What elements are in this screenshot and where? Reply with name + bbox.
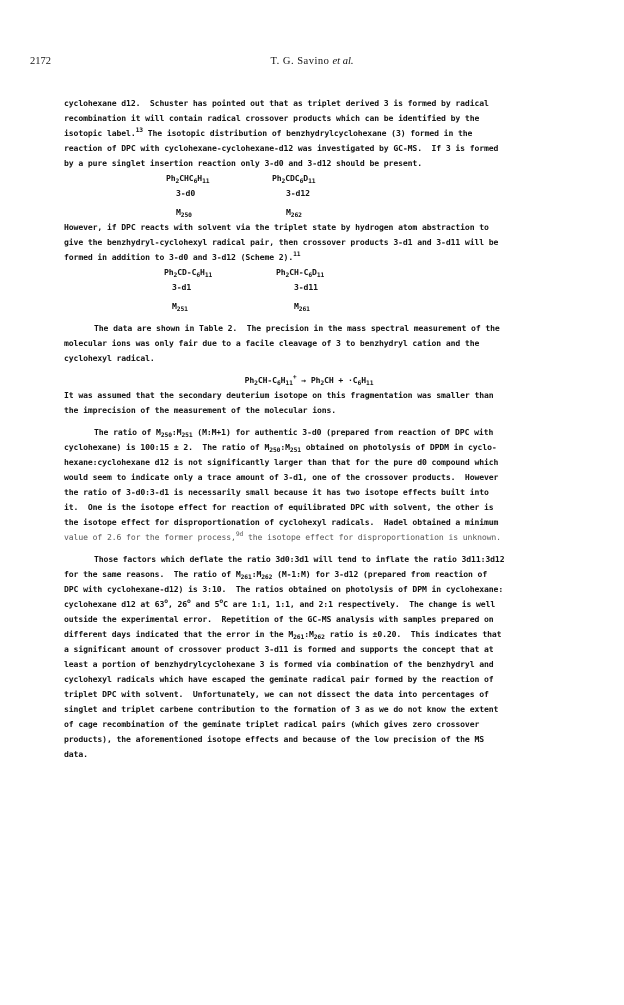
- text-line: outside the experimental error. Repetition of the GC-MS analysis with samples prepared on: [64, 614, 494, 624]
- reference-13: 13: [135, 127, 143, 134]
- formula-3-d0: $Ph_2CHC_6H_{11}$: [166, 173, 210, 185]
- running-head-et-al: et al.: [332, 56, 354, 67]
- text-line: cyclohexane d12. Schuster has pointed out that as triplet derived 3 is formed by radical: [64, 98, 489, 108]
- text-line: a significant amount of crossover product 3-d11 is formed and supports the concept that at: [64, 644, 494, 654]
- page-number: 2172: [30, 56, 51, 67]
- reference-9d: 9d: [235, 531, 244, 538]
- text-line: different days indicated that the error in the $M_{261}:M_{262}$ ratio is ±0.20. This indicates that: [64, 629, 502, 641]
- formula-block-1: [64, 171, 554, 220]
- text-line: it. One is the isotope effect for reaction of equilibrated DPC with solvent, the other is: [64, 502, 494, 512]
- text-line: would seem to indicate only a trace amount of 3-d1, one of the crossover products. However: [64, 472, 499, 482]
- text-line: [64, 126, 554, 141]
- paragraph-2: [64, 220, 554, 265]
- paragraph-4: [64, 388, 554, 418]
- article-body: [64, 96, 554, 762]
- text-line: cyclohexyl radical.: [64, 353, 155, 363]
- text-line: recombination it will contain radical crossover products which can be identified by the: [64, 113, 480, 123]
- mass-m262: $M_{262}$: [286, 207, 302, 219]
- text-line: singlet and triplet carbene contribution to the formation of 3 as we do not know the extent: [64, 704, 499, 714]
- text-line: for the same reasons. The ratio of $M_{261}:M_{262}$ (M-1:M) for 3-d12 (prepared from reaction of: [64, 569, 488, 581]
- text-line: cyclohexane) is 100:15 ± 2. The ratio of $M_{250}:M_{251}$ obtained on photolysis of DPDM in cyclo-: [64, 442, 497, 454]
- running-head-author: T. G. Savino: [270, 56, 330, 67]
- text-line: Those factors which deflate the ratio 3d0:3d1 will tend to inflate the ratio 3d11:3d12: [94, 554, 505, 564]
- formula-3-d11: $Ph_2CH-C_6D_{11}$: [276, 267, 325, 279]
- formula-3-d1: $Ph_2CD-C_6H_{11}$: [164, 267, 213, 279]
- text-line: [64, 250, 554, 265]
- text-line: The data are shown in Table 2. The precision in the mass spectral measurement of the: [94, 323, 500, 333]
- text-line: by a pure singlet insertion reaction only 3-d0 and 3-d12 should be present.: [64, 158, 422, 168]
- text-line: of cage recombination of the geminate triplet radical pairs (which gives zero crossover: [64, 719, 480, 729]
- mass-m251: $M_{251}$: [172, 301, 188, 313]
- label-3-d0: 3-d0: [176, 188, 196, 198]
- text-line: The ratio of $M_{250}:M_{251}$ (M:M+1) for authentic 3-d0 (prepared from reaction of DPC with: [94, 427, 494, 439]
- text-line: value of 2.6 for the former process,$^{9d}$ the isotope effect for disproportionation is unknown.: [64, 531, 501, 542]
- text-line: give the benzhydryl-cyclohexyl radical pair, then crossover products 3-d1 and 3-d11 will be: [64, 237, 499, 247]
- running-head: [30, 56, 594, 67]
- text-line: products), the aforementioned isotope effects and because of the low precision of the MS: [64, 734, 485, 744]
- text-span: formed in addition to 3-d0 and 3-d12 (Scheme 2).: [64, 252, 294, 262]
- text-span: isotopic label.: [64, 128, 136, 138]
- formula-block-2: [64, 265, 554, 314]
- text-line: molecular ions was only fair due to a facile cleavage of 3 to benzhydryl cation and the: [64, 338, 480, 348]
- formula-3-d12: $Ph_2CDC_6D_{11}$: [272, 173, 316, 185]
- text-span: The isotopic distribution of benzhydrylcyclohexane (3) formed in the: [142, 128, 473, 138]
- text-line: cyclohexane d12 at 63$^o$, 26$^o$ and 5$^o$C are 1:1, 1:1, and 2:1 respectively. The change is well: [64, 598, 496, 609]
- label-3-d1: 3-d1: [172, 282, 192, 292]
- text-line: DPC with cyclohexane-d12) is 3:10. The ratios obtained on photolysis of DPM in cyclohexane:: [64, 584, 504, 594]
- text-line: triplet DPC with solvent. Unfortunately, we can not dissect the data into percentages of: [64, 689, 489, 699]
- text-line: the imprecision of the measurement of the molecular ions.: [64, 405, 337, 415]
- text-line: least a portion of benzhydrylcyclohexane 3 is formed via combination of the benzhydryl and: [64, 659, 494, 669]
- text-line: It was assumed that the secondary deuterium isotope on this fragmentation was smaller than: [64, 390, 494, 400]
- text-line: However, if DPC reacts with solvent via the triplet state by hydrogen atom abstraction to: [64, 222, 489, 232]
- reference-11: 11: [293, 251, 301, 258]
- paragraph-5: [64, 425, 554, 545]
- mass-m261: $M_{261}$: [294, 301, 310, 313]
- text-line: the ratio of 3-d0:3-d1 is necessarily small because it has two isotope effects built into: [64, 487, 489, 497]
- fragmentation-equation: $Ph_2CH-C_6H_{11}^+ \to Ph_2CH + \cdot C_6H_{11}$: [244, 374, 374, 387]
- paragraph-1: [64, 96, 554, 171]
- text-line: cyclohexyl radicals which have escaped the geminate radical pair formed by the reaction of: [64, 674, 494, 684]
- text-line: hexane:cyclohexane d12 is not significantly larger than that for the pure d0 compound which: [64, 457, 499, 467]
- text-line: reaction of DPC with cyclohexane-cyclohexane-d12 was investigated by GC-MS. If 3 is formed: [64, 143, 499, 153]
- paragraph-3: [64, 321, 554, 366]
- mass-m250: $M_{250}$: [176, 207, 192, 219]
- paragraph-6: [64, 552, 554, 762]
- page-header: [30, 56, 594, 70]
- text-line: the isotope effect for disproportionation of cyclohexyl radicals. Hadel obtained a minimum: [64, 517, 499, 527]
- label-3-d12: 3-d12: [286, 188, 310, 198]
- label-3-d11: 3-d11: [294, 282, 318, 292]
- text-line: data.: [64, 749, 88, 759]
